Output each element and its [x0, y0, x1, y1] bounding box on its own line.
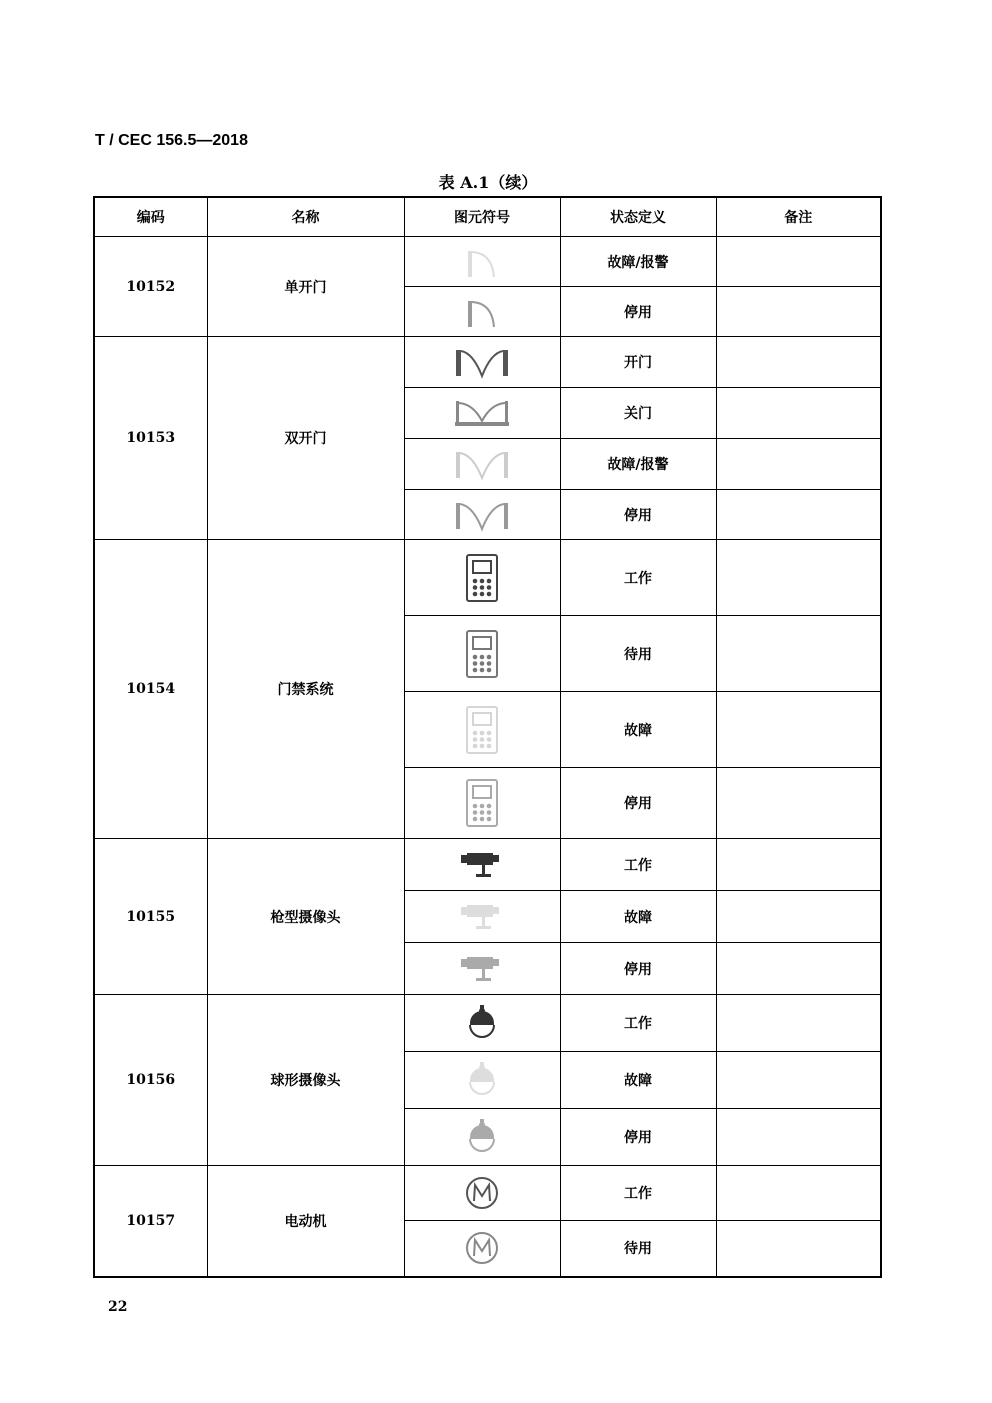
cell-symbol: [404, 540, 560, 616]
cell-name: 双开门: [207, 337, 404, 540]
cell-symbol: [404, 995, 560, 1052]
double-door-open-icon: [405, 345, 560, 379]
header-state: 状态定义: [560, 197, 716, 237]
motor-icon: [405, 1175, 560, 1211]
cell-remark: [716, 337, 881, 388]
cell-symbol: [404, 388, 560, 439]
cell-remark: [716, 540, 881, 616]
cell-state: 停用: [560, 490, 716, 540]
bullet-camera-icon: [405, 952, 560, 986]
cell-symbol: [404, 1166, 560, 1221]
access-control-icon: [405, 628, 560, 680]
cell-symbol: [404, 237, 560, 287]
bullet-camera-icon: [405, 900, 560, 934]
single-door-icon: [405, 245, 560, 279]
cell-symbol: [404, 768, 560, 839]
cell-name: 球形摄像头: [207, 995, 404, 1166]
cell-code: 10154: [94, 540, 207, 839]
cell-name: 电动机: [207, 1166, 404, 1277]
cell-name: 门禁系统: [207, 540, 404, 839]
cell-remark: [716, 995, 881, 1052]
cell-state: 停用: [560, 768, 716, 839]
cell-remark: [716, 237, 881, 287]
cell-remark: [716, 839, 881, 891]
cell-symbol: [404, 490, 560, 540]
cell-code: 10156: [94, 995, 207, 1166]
cell-code: 10155: [94, 839, 207, 995]
cell-remark: [716, 1109, 881, 1166]
access-control-icon: [405, 552, 560, 604]
cell-symbol: [404, 891, 560, 943]
table-title: 表 A.1（续）: [438, 173, 538, 192]
cell-symbol: [404, 337, 560, 388]
table-row: [94, 1166, 881, 1221]
cell-symbol: [404, 943, 560, 995]
cell-state: 停用: [560, 1109, 716, 1166]
cell-symbol: [404, 839, 560, 891]
double-door-icon: [405, 498, 560, 532]
cell-state: 故障: [560, 1052, 716, 1109]
cell-symbol: [404, 439, 560, 490]
dome-camera-icon: [405, 1117, 560, 1157]
cell-symbol: [404, 1221, 560, 1277]
motor-icon: [405, 1230, 560, 1266]
cell-state: 工作: [560, 995, 716, 1052]
header-code: 编码: [94, 197, 207, 237]
cell-remark: [716, 1166, 881, 1221]
cell-state: 待用: [560, 1221, 716, 1277]
header-remark: 备注: [716, 197, 881, 237]
cell-name: 单开门: [207, 237, 404, 337]
cell-remark: [716, 439, 881, 490]
document-id: T / CEC 156.5—2018: [95, 132, 248, 149]
cell-remark: [716, 1052, 881, 1109]
double-door-icon: [405, 447, 560, 481]
cell-remark: [716, 1221, 881, 1277]
cell-state: 开门: [560, 337, 716, 388]
cell-state: 待用: [560, 616, 716, 692]
cell-state: 故障/报警: [560, 237, 716, 287]
page-number: 22: [108, 1299, 128, 1315]
cell-state: 关门: [560, 388, 716, 439]
cell-state: 工作: [560, 540, 716, 616]
cell-symbol: [404, 616, 560, 692]
cell-remark: [716, 768, 881, 839]
cell-state: 故障: [560, 891, 716, 943]
cell-remark: [716, 891, 881, 943]
access-control-icon: [405, 704, 560, 756]
cell-remark: [716, 616, 881, 692]
cell-state: 故障: [560, 692, 716, 768]
cell-state: 故障/报警: [560, 439, 716, 490]
cell-state: 停用: [560, 287, 716, 337]
symbol-table: [93, 196, 882, 1278]
cell-state: 工作: [560, 839, 716, 891]
bullet-camera-icon: [405, 848, 560, 882]
cell-remark: [716, 388, 881, 439]
cell-symbol: [404, 287, 560, 337]
cell-remark: [716, 692, 881, 768]
table-row: [94, 839, 881, 891]
cell-remark: [716, 943, 881, 995]
header-name: 名称: [207, 197, 404, 237]
dome-camera-icon: [405, 1003, 560, 1043]
table-row: [94, 995, 881, 1052]
table-row: [94, 237, 881, 287]
single-door-icon: [405, 295, 560, 329]
table-header-row: [94, 197, 881, 237]
table-row: [94, 540, 881, 616]
cell-state: 工作: [560, 1166, 716, 1221]
cell-name: 枪型摄像头: [207, 839, 404, 995]
table-row: [94, 337, 881, 388]
double-door-closed-icon: [405, 396, 560, 430]
cell-symbol: [404, 692, 560, 768]
cell-code: 10157: [94, 1166, 207, 1277]
cell-symbol: [404, 1109, 560, 1166]
dome-camera-icon: [405, 1060, 560, 1100]
cell-code: 10153: [94, 337, 207, 540]
cell-symbol: [404, 1052, 560, 1109]
cell-remark: [716, 287, 881, 337]
cell-code: 10152: [94, 237, 207, 337]
header-symbol: 图元符号: [404, 197, 560, 237]
access-control-icon: [405, 777, 560, 829]
cell-remark: [716, 490, 881, 540]
cell-state: 停用: [560, 943, 716, 995]
